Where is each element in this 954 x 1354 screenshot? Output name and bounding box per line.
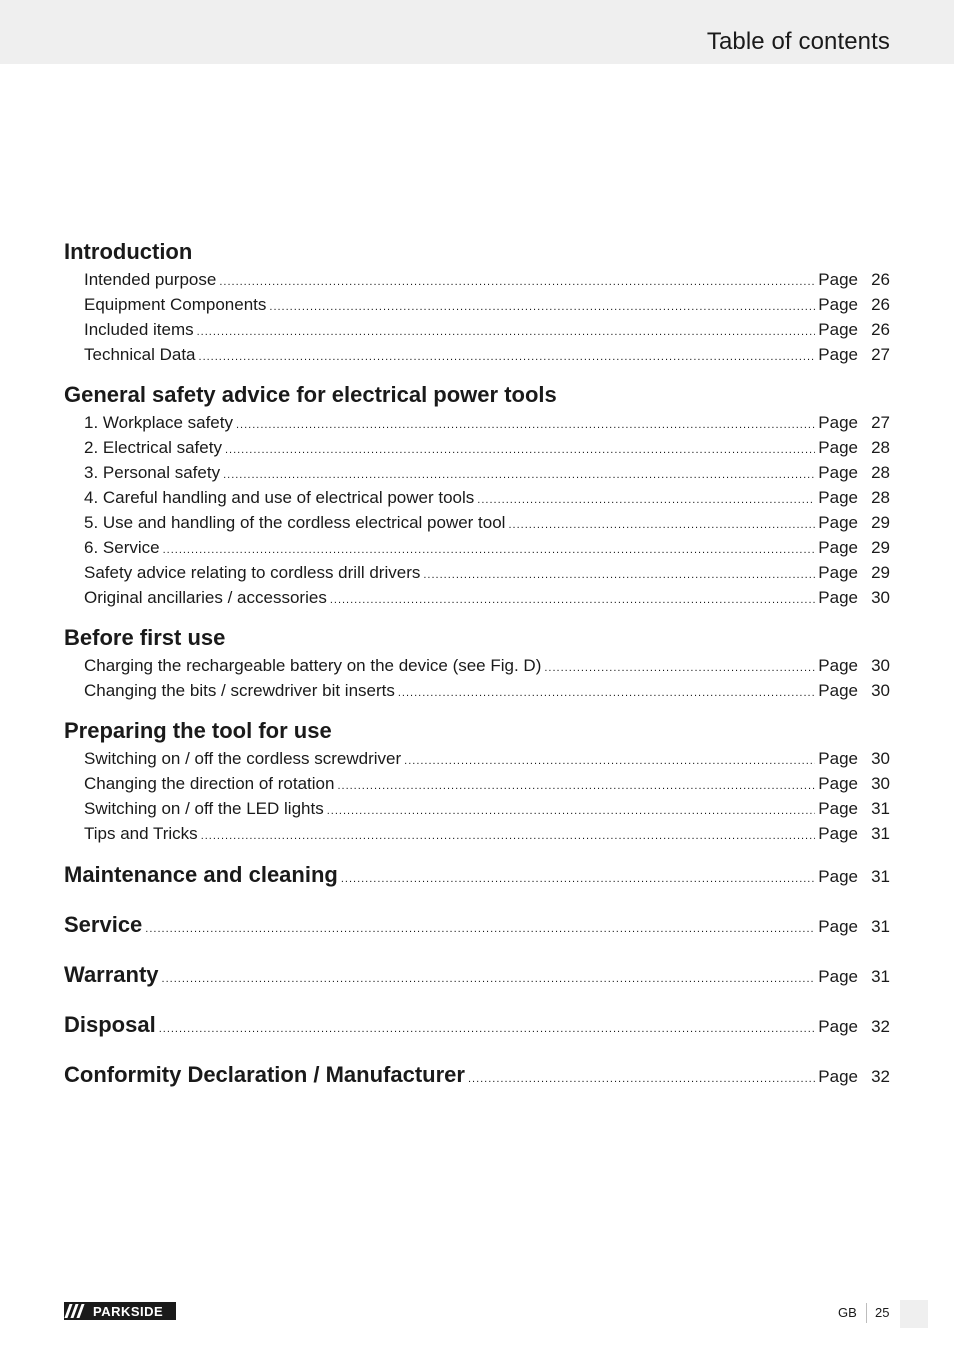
dot-leader (544, 656, 815, 681)
page-word: Page (818, 824, 858, 843)
entry-page-number: 26 (871, 295, 890, 314)
toc-section (64, 624, 890, 703)
entry-page-number: 29 (871, 563, 890, 582)
entry-label: 4. Careful handling and use of electrical power tools (84, 488, 475, 507)
dot-leader (477, 488, 815, 513)
toc-entry (64, 796, 890, 821)
page-word: Page (818, 588, 858, 607)
toc-main-entry (64, 1060, 890, 1090)
dot-leader (162, 964, 816, 994)
main-entry-label: Disposal (64, 1012, 156, 1037)
section-heading: Introduction (64, 239, 193, 264)
toc-entry (64, 410, 890, 435)
toc-entry (64, 535, 890, 560)
page-word: Page (818, 656, 858, 675)
page-word: Page (818, 681, 858, 700)
dot-leader (219, 270, 815, 295)
footer-divider (866, 1303, 867, 1323)
main-entry-label: Warranty (64, 962, 159, 987)
main-entry-label: Conformity Declaration / Manufacturer (64, 1062, 465, 1087)
toc-entry (64, 435, 890, 460)
entry-page-number: 26 (871, 320, 890, 339)
toc-entry (64, 771, 890, 796)
entry-label: Changing the direction of rotation (84, 774, 335, 793)
entry-page-number: 30 (871, 588, 890, 607)
logo-stripes-icon (64, 1302, 89, 1320)
entry-label: Changing the bits / screwdriver bit inserts (84, 681, 395, 700)
toc-entry (64, 485, 890, 510)
entry-page-number: 26 (871, 270, 890, 289)
page-word: Page (818, 538, 858, 557)
main-entry-label: Service (64, 912, 143, 937)
toc-entry (64, 653, 890, 678)
page-number: 25 (875, 1305, 890, 1320)
entry-page-number: 29 (871, 538, 890, 557)
entry-page-number: 31 (871, 799, 890, 818)
toc-entry (64, 460, 890, 485)
entry-page-number: 28 (871, 438, 890, 457)
page-word: Page (818, 563, 858, 582)
entry-label: Tips and Tricks (84, 824, 198, 843)
main-entry-page-number: 31 (871, 917, 890, 936)
toc-main-entries (64, 860, 890, 1090)
main-entry-page-number: 32 (871, 1067, 890, 1086)
language-code: GB (838, 1305, 857, 1320)
toc-main-entry (64, 910, 890, 940)
page-word: Page (818, 774, 858, 793)
page-word: Page (818, 513, 858, 532)
page-word: Page (818, 463, 858, 482)
page-word: Page (818, 345, 858, 364)
dot-leader (468, 1064, 815, 1094)
entry-label: 5. Use and handling of the cordless electrical power tool (84, 513, 506, 532)
dot-leader (330, 588, 815, 613)
page-word: Page (818, 967, 858, 986)
toc-entry (64, 585, 890, 610)
dot-leader (236, 413, 815, 438)
entry-label: 6. Service (84, 538, 160, 557)
dot-leader (145, 914, 815, 944)
toc-entry (64, 317, 890, 342)
entry-label: Original ancillaries / accessories (84, 588, 327, 607)
logo-text: PARKSIDE (93, 1303, 164, 1319)
dot-leader (201, 824, 816, 849)
dot-leader (337, 774, 815, 799)
toc-main-entry (64, 1010, 890, 1040)
main-entry-label: Maintenance and cleaning (64, 862, 338, 887)
entry-page-number: 31 (871, 824, 890, 843)
table-of-contents (64, 238, 890, 1110)
entry-label: Switching on / off the cordless screwdriver (84, 749, 402, 768)
dot-leader (327, 799, 816, 824)
entry-label: 3. Personal safety (84, 463, 221, 482)
section-heading: Before first use (64, 625, 226, 650)
main-entry-page-number: 31 (871, 867, 890, 886)
entry-label: Safety advice relating to cordless drill drivers (84, 563, 421, 582)
entry-label: Included items (84, 320, 194, 339)
section-heading: Preparing the tool for use (64, 718, 332, 743)
toc-entry (64, 678, 890, 703)
footer-tab-box (900, 1300, 928, 1328)
page-word: Page (818, 1067, 858, 1086)
dot-leader (225, 438, 815, 463)
toc-entry (64, 821, 890, 846)
parkside-logo (64, 1302, 176, 1320)
page-word: Page (818, 295, 858, 314)
toc-sections (64, 238, 890, 846)
page-title: Table of contents (706, 28, 890, 55)
entry-label: Switching on / off the LED lights (84, 799, 324, 818)
page-word: Page (818, 320, 858, 339)
entry-label: Technical Data (84, 345, 196, 364)
entry-label: 2. Electrical safety (84, 438, 222, 457)
entry-label: Charging the rechargeable battery on the device (see Fig. D) (84, 656, 542, 675)
page-word: Page (818, 917, 858, 936)
entry-page-number: 30 (871, 749, 890, 768)
page-word: Page (818, 1017, 858, 1036)
main-entry-page-number: 31 (871, 967, 890, 986)
entry-page-number: 29 (871, 513, 890, 532)
page-word: Page (818, 270, 858, 289)
dot-leader (269, 295, 815, 320)
dot-leader (199, 345, 816, 370)
page-word: Page (818, 867, 858, 886)
toc-section (64, 238, 890, 367)
entry-label: Equipment Components (84, 295, 267, 314)
toc-main-entry (64, 960, 890, 990)
dot-leader (508, 513, 815, 538)
entry-label: Intended purpose (84, 270, 217, 289)
entry-page-number: 30 (871, 656, 890, 675)
toc-section (64, 717, 890, 846)
toc-entry (64, 746, 890, 771)
entry-page-number: 30 (871, 681, 890, 700)
page-word: Page (818, 413, 858, 432)
entry-page-number: 27 (871, 413, 890, 432)
entry-page-number: 28 (871, 488, 890, 507)
toc-section (64, 381, 890, 610)
page-word: Page (818, 749, 858, 768)
toc-entry (64, 342, 890, 367)
page-word: Page (818, 438, 858, 457)
toc-main-entry (64, 860, 890, 890)
dot-leader (341, 864, 815, 894)
page-word: Page (818, 799, 858, 818)
entry-page-number: 27 (871, 345, 890, 364)
dot-leader (197, 320, 816, 345)
dot-leader (404, 749, 815, 774)
page-word: Page (818, 488, 858, 507)
dot-leader (398, 681, 815, 706)
entry-label: 1. Workplace safety (84, 413, 233, 432)
entry-page-number: 28 (871, 463, 890, 482)
toc-entry (64, 510, 890, 535)
dot-leader (159, 1014, 816, 1044)
section-heading: General safety advice for electrical power tools (64, 382, 557, 407)
main-entry-page-number: 32 (871, 1017, 890, 1036)
toc-entry (64, 560, 890, 585)
toc-entry (64, 292, 890, 317)
entry-page-number: 30 (871, 774, 890, 793)
dot-leader (423, 563, 815, 588)
toc-entry (64, 267, 890, 292)
